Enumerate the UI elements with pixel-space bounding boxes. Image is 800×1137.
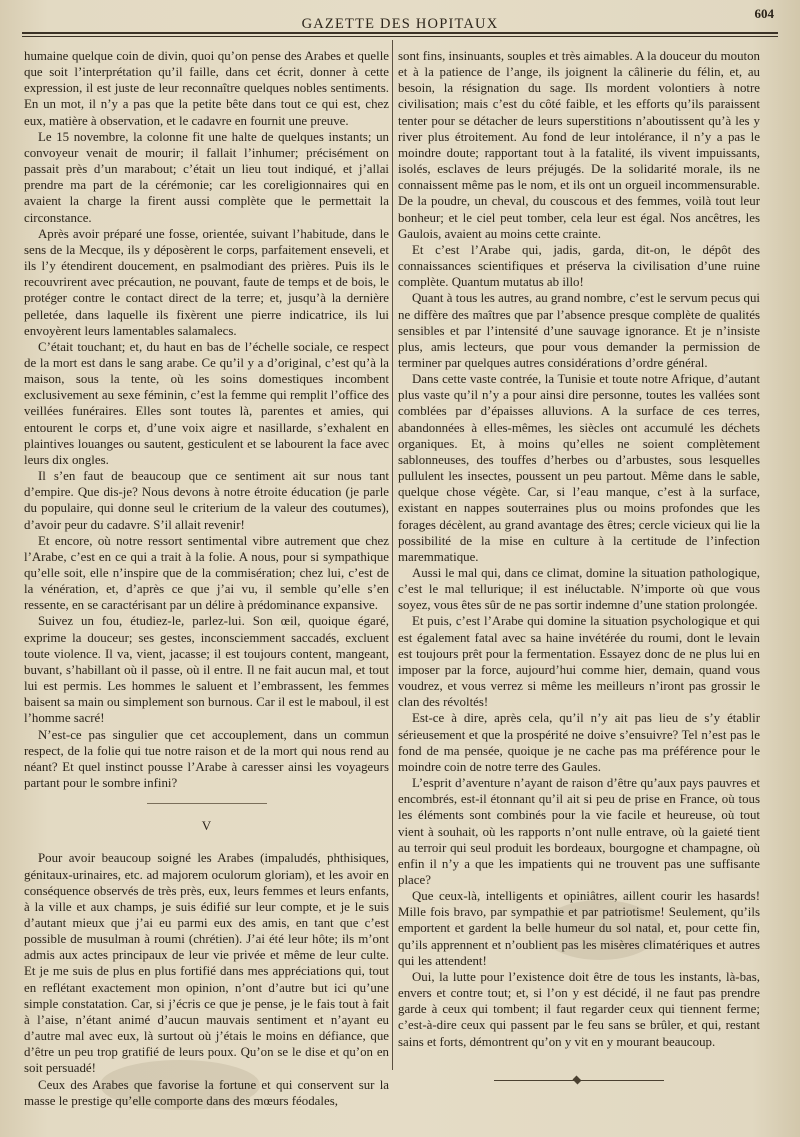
paragraph: Le 15 novembre, la colonne fit une halte de quelques instants; un convoyeur venait de mourir; il fallait l’inhumer; précisément on passait près d’un marabout; c’était un lieu tout indiqué, et j’allai prendre ma part de la cérémonie; car les coreligionnaires qui en avaient la charge la firent aussi complète que le permettait la circonstance. <box>24 129 389 225</box>
paragraph: Ceux des Arabes que favorise la fortune et qui conservent sur la masse le prestige qu’elle comporte dans des mœurs féodales, <box>24 1077 389 1108</box>
ornament-diamond-icon <box>573 1075 582 1084</box>
paragraph: Suivez un fou, étudiez-le, parlez-lui. Son œil, quoique égaré, exprime la douceur; ses gestes, inconsciemment saccadés, excluent toute violence. Il va, vient, jacasse; il est toujours content, mangeant, buvant, s’habillant où il passe, où il entre. Il ne fait aucun mal, et tout lui est permis. Les hommes le saluent et l’embrassent, les femmes baisent sa main ou simplement son burnous. Car il est le maboul, il est l’homme sacré! <box>24 614 389 726</box>
paragraph: C’était touchant; et, du haut en bas de l’échelle sociale, ce respect de la mort est dans le sang arabe. Ce qu’il y a d’original, c’est qu’à la maison, sous la tente, où les soins domestiques incombent exclusivement au sexe féminin, c’est la femme qui remplit l’office des veillées funéraires. Elles sont toutes là, parentes et amies, qui entourent le corps et, d’une voix aigre et nasillarde, s’exhalent en plaintives louanges ou sautent, gesticulent et se labourent la face avec leurs dix ongles. <box>24 339 389 467</box>
paragraph: Après avoir préparé une fosse, orientée, suivant l’habitude, dans le sens de la Mecque, ils y déposèrent le corps, parfaitement enseveli, et ils l’y étendirent doucement, en psalmodiant des prières. Puis ils le recouvrirent avec précaution, ne pouvant, faute de temps et de bois, le protéger contre le contact direct de la terre; et, jusqu’à la dernière pelletée, dans laquelle ils fixèrent une pierre indicatrice, ils lui envoyèrent leurs lamentables salamalecs. <box>24 226 389 338</box>
page-number: 604 <box>754 6 774 21</box>
paragraph: Que ceux-là, intelligents et opiniâtres, aillent courir les hasards! Mille fois bravo, par sympathie et par patriotisme! Seulement, qu’ils emportent et gardent la belle humeur du sol natal, et, pour cette fin, qu’ils apprennent et n’oublient pas les misères climatériques et autres qui les attendent! <box>398 889 760 968</box>
paragraph: Oui, la lutte pour l’existence doit être de tous les instants, là-bas, envers et contre tout; et, si l’on y est décidé, il ne faut pas prendre garde à ceux qui tombent; il faut regarder ceux qui tiennent ferme; c’est-à-dire ceux qui passent par le feu sans se brûler, et qui, restant sains et forts, démontrent qu’on y vit en y mourant beaucoup. <box>398 969 760 1049</box>
paragraph: N’est-ce pas singulier que cet accouplement, dans un commun respect, de la folie qui tue notre raison et de la mort qui nous rend au néant? Et quel instinct pousse l’Arabe à caresser ainsi les voyageurs partant pour le sombre infini? <box>24 727 389 791</box>
header-rule <box>22 32 778 37</box>
paragraph: Et puis, c’est l’Arabe qui domine la situation psychologique et qui est également fatal avec sa haine invétérée du roumi, dont le levain est toujours prêt pour la fermentation. Essayez donc de ne plus lui en imposer par la force, aujourd’hui comme hier, demain, quand vous voudrez, et vous verrez si même les meilleurs n’iront pas grossir le clan des révoltés! <box>398 614 760 710</box>
paragraph: Quant à tous les autres, au grand nombre, c’est le servum pecus qui ne diffère des maîtres que par l’absence presque complète de qualités sensibles et par l’intensité d’une sauvage ignorance. Et je n’insiste plus, amis lecteurs, que pour vous demander la permission de terminer par quelques autres considérations d’ordre général. <box>398 291 760 370</box>
paragraph: Et c’est l’Arabe qui, jadis, garda, dit-on, le dépôt des connaissances scientifiques et préserva la civilisation d’une ruine complète. Quantum mutatus ab illo! <box>398 242 760 290</box>
section-heading: V <box>201 818 212 834</box>
paragraph: Est-ce à dire, après cela, qu’il n’y ait pas lieu de s’y établir sérieusement et que la prospérité ne doive s’ensuivre? Tel n’est pas le fond de ma pensée, quoique je ne cache pas ma préférence pour le moindre coin de notre terre des Gaules. <box>398 711 760 774</box>
paragraph: sont fins, insinuants, souples et très aimables. A la douceur du mouton et à la patience de l’ange, ils joignent la câlinerie du félin, et, au besoin, la résignation du sage. Ils mordent volontiers à notre civilisation; mais c’est du côté faible, et les efforts qu’ils paraissent tenter pour se détacher de leurs superstitions n’aboutissent qu’à les y river plus étroitement. Au fond de leur intolérance, il n’y a pas le moindre doute; rapportant tout à la fatalité, ils vivent impuissants, isolés, esclaves de leurs préjugés. De la solidarité morale, ils ne connaissent même pas le nom, et ils ont un orgueil incommensurable. De la poudre, un cheval, du couscous et des femmes, voilà tout leur bonheur; et le ciel peut tomber, cela leur est égal. Nos ancêtres, les Gaulois, avaient au moins cette crainte. <box>398 49 760 241</box>
section-divider <box>147 803 267 804</box>
publication-title: GAZETTE DES HOPITAUX <box>301 16 499 32</box>
paragraph: Pour avoir beaucoup soigné les Arabes (impaludés, phthisiques, génitaux-urinaires, etc. ad majorem oculorum gloriam), et les avoir en conséquence observés de très près, eux, leurs femmes et leurs enfants, à la ville et aux champs, je suis édifié sur leur compte, et je le suis d’autant mieux que j’ai eu parmi eux des amis, en tant que c’est possible de musulman à roumi (chrétien). J’ai été leur hôte; ils m’ont admis aux actes principaux de leur vie privée et même de leur culte. Et je me suis de plus en plus fortifié dans mes appréciations qui, tout en reflétant exactement mon opinion, n’ont d’autre but ici qu’une simple constatation. Car, si j’écris ce que je pense, je le fais tout à fait à l’aise, n’étant animé d’aucun mauvais sentiment et n’ayant eu d’autre mal avec eux, là surtout où j’étais le moins en défiance, que d’être un peu trop gratifié de leurs poux. Qu’on se le dise et qu’on en soit persuadé! <box>24 851 389 1076</box>
paragraph: Aussi le mal qui, dans ce climat, domine la situation pathologique, c’est le mal tellurique; il est inéluctable. N’importe où que vous soyez, vous êtes sûr de ne pas sortir indemne d’une station prolongée. <box>398 566 760 613</box>
paragraph: Il s’en faut de beaucoup que ce sentiment ait sur nous tant d’empire. Que dis-je? Nous devons à notre étroite éducation (je parle du populaire, qui donne seul le criterium de la valeur des coutumes), d’avoir peur du cadavre. S’il allait revenir! <box>24 469 389 532</box>
right-column <box>398 48 760 1086</box>
left-column <box>24 48 389 1109</box>
end-ornament <box>494 1076 664 1086</box>
column-divider <box>392 40 393 1070</box>
paragraph: Dans cette vaste contrée, la Tunisie et toute notre Afrique, d’autant plus vaste qu’il n’y a pour ainsi dire personne, toutes les vallées sont comblées par d’épaisses alluvions. A la surface de ces terres, abandonnées à elles-mêmes, les siècles ont accumulé les déchets organiques. Et, à moins qu’elles ne soient complètement sablonneuses, des touffes d’herbes ou d’arbustes, sous lesquelles pullulent les insectes, poussent un peu partout. Même dans le sable, quelque chose végète. Car, si l’eau manque, c’est à la surface, existant en nappes souterraines plus ou moins profondes que les forages décèlent, au grand avantage des êtres; cercle vicieux qui lie la possibilité de la mise en culture à la certitude de l’infection maremmatique. <box>398 372 760 564</box>
paragraph: humaine quelque coin de divin, quoi qu’on pense des Arabes et quelle que soit l’interprétation qu’il faille, dans cet écrit, donner à cette expression, il est juste de leur reconnaître quelques nobles sentiments. En un mot, il n’y a pas que la petite bête dans tout ce qui est, chez eux, matière à observation, et le cadavre en fournit une preuve. <box>24 49 389 128</box>
paragraph: Et encore, où notre ressort sentimental vibre autrement que chez l’Arabe, c’est en ce qui a trait à la folie. A nous, pour si sympathique qu’elle soit, elle n’inspire que de la commisération; chez lui, c’est de la vénération, et, d’après ce que j’ai vu, il semble qu’elle s’en ressente, en se caractérisant par un délire à prédominance expansive. <box>24 533 389 613</box>
paragraph: L’esprit d’aventure n’ayant de raison d’être qu’aux pays pauvres et encombrés, est-il étonnant qu’il ait si peu de prise en France, où tous les éléments sont combinés pour la vie facile et heureuse, où tout vient à souhait, où les rapports n’ont nulle entrave, où la gaieté tient au terroir qui seul produit les bordeaux, bourgogne et champagne, où enfin il n’y a que les impatients qui ne trouvent pas une suffisante place? <box>398 776 760 887</box>
